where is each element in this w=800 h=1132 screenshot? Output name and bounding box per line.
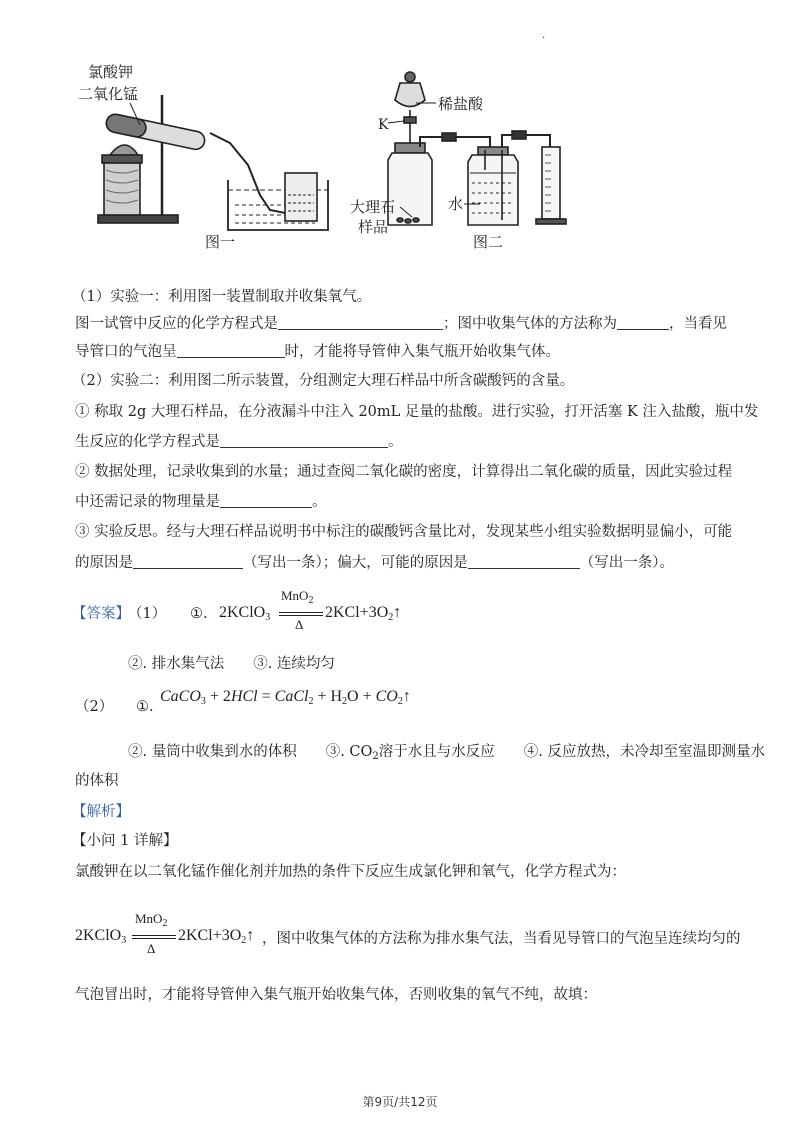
eq2-water-sub: 2 <box>342 696 348 707</box>
eq1-products: 2KCl+3O <box>325 604 389 621</box>
figure-two-label-acid: 稀盐酸 <box>438 95 484 113</box>
eq1-heat-condition: Δ <box>295 617 304 632</box>
answer-line3-b: 溶于水且与水反应 ④. 反应放热，未冷却至室温即测量水 <box>378 744 766 760</box>
q2-2-line2 <box>75 492 327 512</box>
eq3-products: 2KCl+3O <box>178 927 242 944</box>
answer-line3-sub: 2 <box>372 751 379 762</box>
gas-arrow-icon: ↑ <box>393 604 402 621</box>
gas-arrow-icon: ↑ <box>246 927 255 944</box>
answer-blank <box>220 492 312 508</box>
q2-1-line1: ① 称取 2g 大理石样品，在分液漏斗中注入 20mL 足量的盐酸。进行实验，打开活塞 K 注入盐酸，瓶中发 <box>75 404 759 420</box>
figure-one-label-line2: 二氧化锰 <box>78 85 139 103</box>
answer-part2: （2） <box>75 699 114 715</box>
q2-3-line2 <box>75 553 674 573</box>
answer-item1: ①. <box>190 606 208 622</box>
equation-caco3-hcl <box>160 688 411 707</box>
q1-text-d: 导管口的气泡呈 <box>75 344 177 360</box>
answer-blank <box>468 553 580 569</box>
eq3-catalyst: MnO <box>135 911 163 926</box>
q2-3-text-c: （写出一条）；偏大，可能的原因是 <box>243 555 468 571</box>
analysis-text2: 气泡冒出时，才能将导管伸入集气瓶开始收集气体，否则收集的氧气不纯，故填： <box>75 987 597 1003</box>
answer-part1: （1） <box>128 606 167 622</box>
eq2-caco3: CaCO <box>160 688 201 705</box>
eq2-cacl2: CaCl <box>274 688 309 705</box>
eq2-equals: = <box>257 688 275 705</box>
analysis-after-equation: ，图中收集气体的方法称为排水集气法，当看见导管口的气泡呈连续均匀的 <box>262 931 741 947</box>
answer-tag: 【答案】 <box>72 606 130 622</box>
figure-two-label-marble2: 样品 <box>358 218 389 236</box>
analysis-equation-kclo3 <box>75 913 275 963</box>
gas-arrow-icon: ↑ <box>402 688 411 705</box>
analysis-text1: 氯酸钾在以二氧化锰作催化剂并加热的条件下反应生成氯化钾和氧气，化学方程式为： <box>75 864 626 880</box>
answer-line4: 的体积 <box>75 773 119 789</box>
q1-line2 <box>75 342 560 362</box>
eq3-products-sub: 2 <box>241 935 247 946</box>
eq3-reactant: 2KClO <box>75 927 122 944</box>
q1-text-c: ，当看见 <box>669 316 727 332</box>
q2-3-line1: ③ 实验反思。经与大理石样品说明书中标注的碳酸钙含量比对，发现某些小组实验数据明显偏小，可能 <box>75 524 733 540</box>
answer-line3 <box>128 742 765 767</box>
eq3-catalyst-sub: 2 <box>162 918 168 929</box>
answer-blank <box>220 432 388 448</box>
q1-text-e: 时，才能将导管伸入集气瓶开始收集气体。 <box>284 344 560 360</box>
figure-two-label-water: 水 <box>448 195 464 213</box>
eq1-catalyst-sub: 2 <box>308 595 314 606</box>
eq1-products-sub: 2 <box>388 612 394 623</box>
q2-1-line2 <box>75 432 403 452</box>
analysis-subheading: 【小问 1 详解】 <box>72 833 178 849</box>
q1-line1 <box>75 314 727 334</box>
eq2-co2: CO <box>375 688 398 705</box>
answer-blank <box>278 314 443 330</box>
page-footer: 第9页/共12页 <box>362 1095 438 1109</box>
figure-two-label-k: K <box>378 117 389 133</box>
q1-text-b: ；图中收集气体的方法称为 <box>443 316 617 332</box>
answer-line3-a: ②. 量筒中收集到水的体积 ③. CO <box>128 744 373 760</box>
q1-title: （1）实验一：利用图一装置制取并收集氧气。 <box>72 289 372 305</box>
figure-one-apparatus <box>98 95 328 230</box>
eq2-cacl2-sub: 2 <box>308 696 314 707</box>
eq2-water-o: O + <box>347 688 376 705</box>
q2-2-text-c: 。 <box>312 494 327 510</box>
experiment-apparatus-figure <box>70 55 590 265</box>
eq2-water: + H <box>313 688 343 705</box>
eq1-reactant: 2KClO <box>219 604 266 621</box>
figure-two-caption: 图二 <box>473 233 504 251</box>
answer-item2: ①. <box>136 699 154 715</box>
eq2-co2-sub: 2 <box>397 696 403 707</box>
q2-2-line1: ② 数据处理，记录收集到的水量；通过查阅二氧化碳的密度，计算得出二氧化碳的质量，因此实验过程 <box>75 464 733 480</box>
q2-3-text-d: （写出一条）。 <box>579 555 674 571</box>
eq2-caco3-sub: 3 <box>200 696 206 707</box>
answer-blank <box>617 314 669 330</box>
corner-dot-mark: . <box>542 30 546 41</box>
answer-blank <box>133 553 243 569</box>
eq3-reactant-sub: 3 <box>121 935 127 946</box>
answer-line2: ②. 排水集气法 ③. 连续均匀 <box>128 656 335 672</box>
analysis-tag: 【解析】 <box>72 804 130 820</box>
q2-1-text-b: 生反应的化学方程式是 <box>75 434 220 450</box>
eq3-heat-condition: Δ <box>147 941 156 956</box>
q2-3-text-b: 的原因是 <box>75 555 133 571</box>
equation-kclo3-decomposition <box>219 590 419 640</box>
figure-one-label-line1: 氯酸钾 <box>88 63 134 81</box>
eq1-reactant-sub: 3 <box>265 612 271 623</box>
q2-2-text-b: 中还需记录的物理量是 <box>75 494 220 510</box>
q2-1-text-c: 。 <box>388 434 403 450</box>
eq2-plus: + 2 <box>205 688 231 705</box>
q1-text-a: 图一试管中反应的化学方程式是 <box>75 316 278 332</box>
eq1-catalyst: MnO <box>281 588 309 603</box>
answer-blank <box>177 342 285 358</box>
figure-two-label-marble1: 大理石 <box>350 198 396 216</box>
figure-one-caption: 图一 <box>205 233 236 251</box>
eq2-hcl: HCl <box>230 688 258 705</box>
q2-title: （2）实验二：利用图二所示装置，分组测定大理石样品中所含碳酸钙的含量。 <box>72 373 575 389</box>
